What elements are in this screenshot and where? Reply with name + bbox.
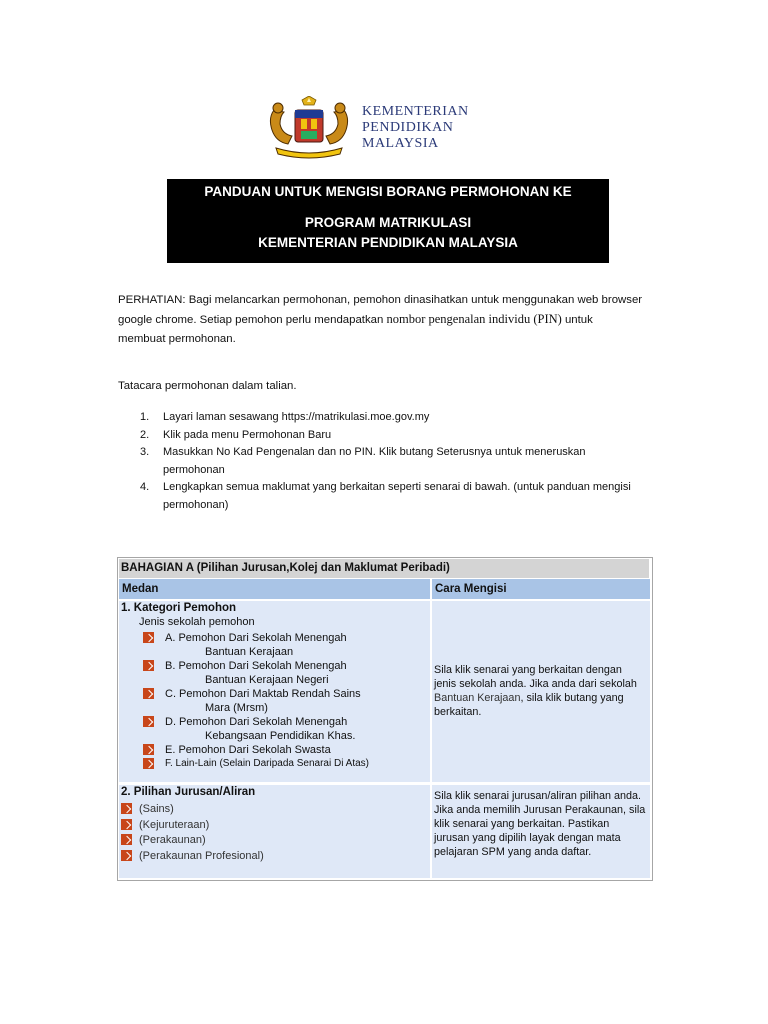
desc-highlight: Bantuan Kerajaan bbox=[434, 692, 521, 704]
row-title: 1. Kategori Pemohon bbox=[121, 602, 237, 614]
step-number: 3. bbox=[140, 446, 150, 458]
procedure-steps bbox=[140, 409, 640, 514]
section-title: BAHAGIAN A (Pilihan Jurusan,Kolej dan Maklumat Peribadi) bbox=[119, 559, 649, 578]
list-item bbox=[140, 444, 640, 479]
list-item bbox=[140, 479, 640, 514]
banner-line-1: PANDUAN UNTUK MENGISI BORANG PERMOHONAN KE bbox=[204, 184, 572, 199]
coat-of-arms-icon bbox=[262, 96, 356, 160]
notice-label: PERHATIAN bbox=[118, 294, 183, 306]
option-label-cont: Mara (Mrsm) bbox=[205, 702, 268, 714]
notice-paragraph bbox=[118, 291, 643, 349]
option-label: A. Pemohon Dari Sekolah Menengah bbox=[165, 632, 347, 644]
list-item bbox=[140, 427, 640, 445]
arrow-box-icon bbox=[121, 834, 132, 845]
banner-line-2: PROGRAM MATRIKULASI bbox=[304, 215, 472, 230]
ministry-logo bbox=[262, 96, 502, 160]
step-text: Klik pada menu Permohonan Baru bbox=[163, 428, 332, 441]
table-row-2-how bbox=[432, 785, 650, 878]
column-header-field: Medan bbox=[119, 579, 430, 599]
option-label-cont: Bantuan Kerajaan bbox=[205, 646, 294, 658]
ministry-line: KEMENTERIAN bbox=[362, 104, 469, 119]
ministry-line: PENDIDIKAN bbox=[362, 120, 454, 135]
row-description: Sila klik senarai jurusan/aliran pilihan anda. Jika anda memilih Jurusan Perakaunan, sila klik senarai yang berkaitan. Pastikan jurusan yang dipilih layak dengan mata pelajaran SPM yang anda daftar. bbox=[434, 790, 646, 858]
arrow-box-icon bbox=[143, 688, 154, 699]
step-number: 2. bbox=[140, 428, 150, 441]
arrow-box-icon bbox=[143, 744, 154, 755]
arrow-box-icon bbox=[121, 819, 132, 830]
notice-pin-text: nombor pengenalan individu (PIN) bbox=[386, 312, 562, 326]
arrow-box-icon bbox=[121, 803, 132, 814]
option-label: B. Pemohon Dari Sekolah Menengah bbox=[165, 660, 347, 672]
notice-text-a: : Bagi melancarkan permohonan, pemohon dinasihatkan untuk menggunakan web browser google chrome. Setiap pemohon perlu mendapatkan bbox=[118, 294, 643, 326]
arrow-box-icon bbox=[121, 850, 132, 861]
option-label: F. Lain-Lain (Selain Daripada Senarai Di Atas) bbox=[165, 758, 369, 769]
option-label: (Sains) bbox=[139, 803, 174, 815]
step-text: Masukkan No Kad Pengenalan dan no PIN. Klik butang Seterusnya untuk meneruskan permohonan bbox=[163, 446, 586, 476]
list-item bbox=[140, 409, 640, 427]
option-label: E. Pemohon Dari Sekolah Swasta bbox=[165, 744, 331, 756]
option-label: C. Pemohon Dari Maktab Rendah Sains bbox=[165, 688, 361, 700]
arrow-box-icon bbox=[143, 758, 154, 769]
procedure-intro: Tatacara permohonan dalam talian. bbox=[118, 380, 297, 392]
row-title: 2. Pilihan Jurusan/Aliran bbox=[121, 786, 256, 798]
arrow-box-icon bbox=[143, 632, 154, 643]
option-label-cont: Bantuan Kerajaan Negeri bbox=[205, 674, 329, 686]
step-text: Lengkapkan semua maklumat yang berkaitan seperti senarai di bawah. (untuk panduan mengisi permohonan) bbox=[163, 481, 631, 511]
table-row-1-how bbox=[432, 601, 650, 782]
ministry-name bbox=[362, 104, 469, 152]
arrow-box-icon bbox=[143, 716, 154, 727]
row-description bbox=[434, 663, 646, 719]
arrow-box-icon bbox=[143, 660, 154, 671]
step-text: Layari laman sesawang https://matrikulasi.moe.gov.my bbox=[163, 411, 430, 423]
step-number: 4. bbox=[140, 481, 150, 493]
title-banner bbox=[167, 179, 609, 263]
notice-text-b: untuk membuat permohonan. bbox=[118, 314, 593, 345]
step-number: 1. bbox=[140, 411, 150, 423]
table-row-1-field bbox=[119, 601, 430, 782]
option-label: (Kejuruteraan) bbox=[139, 819, 210, 831]
banner-line-3: KEMENTERIAN PENDIDIKAN MALAYSIA bbox=[258, 235, 518, 250]
desc-text: Sila klik senarai yang berkaitan dengan jenis sekolah anda. Jika anda dari sekolah bbox=[434, 664, 637, 690]
option-label-cont: Kebangsaan Pendidikan Khas. bbox=[205, 730, 356, 742]
row-subtitle: Jenis sekolah pemohon bbox=[139, 616, 255, 628]
column-header-how: Cara Mengisi bbox=[432, 579, 650, 599]
option-label: (Perakaunan Profesional) bbox=[139, 850, 264, 862]
desc-text: , sila klik butang yang berkaitan. bbox=[434, 692, 624, 718]
option-label: (Perakaunan) bbox=[139, 834, 206, 846]
table-row-2-field bbox=[119, 785, 430, 878]
option-label: D. Pemohon Dari Sekolah Menengah bbox=[165, 716, 348, 728]
form-guide-table bbox=[117, 557, 653, 881]
ministry-line: MALAYSIA bbox=[362, 136, 439, 151]
